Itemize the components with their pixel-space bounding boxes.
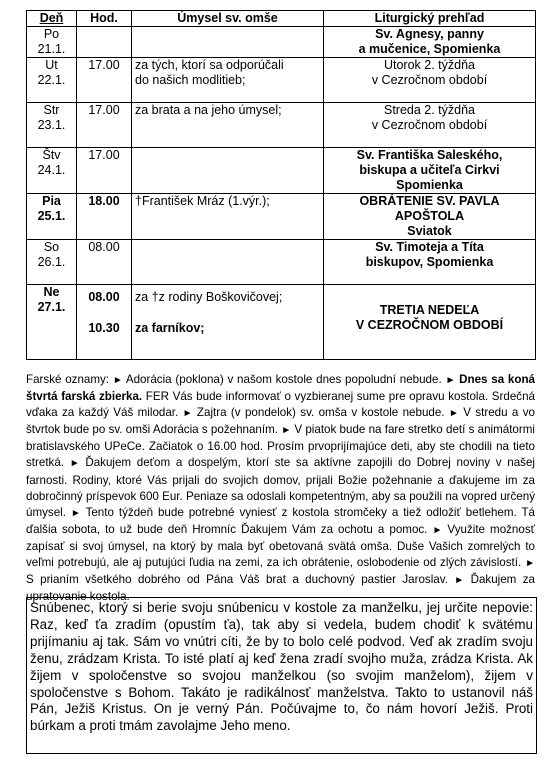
day-cell-line: Pia <box>42 194 61 208</box>
hour-cell <box>77 285 132 360</box>
reflection-text: Snúbenec, ktorý si berie svoju snúbenicu v kostole za manželku, jej určite nepovie: Raz, keď ťa zradím (opustím ťa), tak aby si vedela, budem chodiť k svätému prijímaniu aj tak. Sám vo vnútri cíti, že by to bolo celé podvod. Veď ak zradím svoju ženu, zrádzam Krista. To isté platí aj keď žena zradí svojho muža, zrádza Krista. Ak žijem v spoločenstve so svojou manželkou (so svojim manželom), žijem v spoločenstve s Bohom. Takáto je radikálnosť manželstva. Takto to ustanovil náš Pán, Ježiš Kristus. On je verný Pán. Počúvajme to, čo nám hovorí Ježiš. Proti búrkam a proti tmám zavolajme Jeho meno. <box>30 600 533 734</box>
schedule-row <box>27 148 536 194</box>
day-cell-line: Str <box>43 103 60 117</box>
parish-notices <box>26 372 535 605</box>
notice-adoration: Adorácia (poklona) v našom kostole dnes popoludní nebude. <box>125 373 442 386</box>
arrow-icon: ► <box>112 375 123 386</box>
day-cell <box>27 27 77 58</box>
schedule-row <box>27 58 536 103</box>
intention-cell <box>132 148 324 194</box>
liturgy-cell <box>324 103 536 148</box>
header-day: Deň <box>27 11 77 27</box>
liturgy-cell-line: a mučenice, Spomienka <box>358 42 501 56</box>
arrow-icon: ► <box>69 458 80 470</box>
arrow-icon: ► <box>525 558 535 570</box>
liturgy-cell <box>324 285 536 360</box>
intention-cell-line: do našich modlitieb; <box>135 73 246 87</box>
intention-cell <box>132 58 324 103</box>
liturgy-cell-line: Spomienka <box>396 178 463 192</box>
schedule-body <box>27 27 536 360</box>
day-cell <box>27 194 77 240</box>
liturgy-cell-line: v Cezročnom období <box>371 73 488 87</box>
arrow-icon: ► <box>70 507 81 519</box>
liturgy-cell-line: Utorok 2. týždňa <box>383 58 475 72</box>
schedule-row <box>27 103 536 148</box>
hour-cell-line: 18.00 <box>88 194 120 208</box>
day-cell-line: 27.1. <box>37 300 66 314</box>
liturgy-cell-line: Sv. Františka Saleského, <box>356 148 503 162</box>
hour-cell <box>77 148 132 194</box>
notice-greeting: S prianím všetkého dobrého od Pána Váš brat a duchovný pastier Jaroslav. <box>26 573 448 587</box>
schedule-row <box>27 27 536 58</box>
day-cell-line: Po <box>43 27 60 41</box>
liturgy-cell-line: v Cezročnom období <box>371 118 488 132</box>
liturgy-cell <box>324 58 536 103</box>
header-hour: Hod. <box>77 11 132 27</box>
day-cell-line: 24.1. <box>37 163 66 177</box>
notice-christmas-decor: Tento týždeň bude potrebné vyniesť z kostola stromčeky a tiež odložiť betlehem. Tá ďalšia sobota, to už bude deň Hromníc Ďakujem Vám za ochotu a pomoc. <box>26 505 535 536</box>
hour-cell <box>77 58 132 103</box>
arrow-icon: ► <box>281 425 292 437</box>
header-liturgy: Liturgický prehľad <box>324 11 536 27</box>
arrow-icon: ► <box>454 575 465 587</box>
liturgy-cell-line: TRETIA NEDEĽA <box>379 303 480 317</box>
day-cell-line: 23.1. <box>37 118 66 132</box>
intention-cell <box>132 194 324 240</box>
intention-cell-line: za tých, ktorí sa odporúčali <box>135 58 284 72</box>
liturgy-cell <box>324 240 536 285</box>
hour-cell <box>77 27 132 58</box>
notice-mass-intention: Využite možnosť zapísať si svoj úmysel, na ktorý by mala byť obetovaná svätá omša. Duše Vašich zomrelých to veľmi potrebujú, ale aj putujúci ľudia na zemi, za ich obrátenie, oslobodenie od zlých závislostí. <box>26 522 535 570</box>
liturgy-cell-line: biskupov, Spomienka <box>365 255 494 269</box>
intention-cell-line: †František Mráz (1.výr.); <box>135 194 270 208</box>
day-cell <box>27 103 77 148</box>
day-cell-line: 21.1. <box>37 42 66 56</box>
liturgy-cell-line: Streda 2. týždňa <box>383 103 476 117</box>
hour-cell-line: 10.30 <box>88 321 120 335</box>
hour-cell-line: 08.00 <box>88 240 120 254</box>
intention-cell-line: za †z rodiny Boškovičovej; <box>135 290 283 304</box>
liturgy-cell-line: OBRÁTENIE SV. PAVLA <box>359 194 500 208</box>
hour-cell-line: 08.00 <box>88 290 120 304</box>
notice-collection: FER Vás bude informovať o vyzbieranej sume pre opravu kostola. Srdečná vďaka za každý Váš milodar. <box>26 390 535 420</box>
hour-cell <box>77 240 132 285</box>
liturgy-cell-line: biskupa a učiteľa Cirkvi <box>359 163 500 177</box>
liturgy-cell-line: Sv. Agnesy, panny <box>375 27 484 41</box>
liturgy-cell-line: Sv. Timoteja a Títa <box>375 240 484 254</box>
day-cell <box>27 148 77 194</box>
day-cell-line: 25.1. <box>37 209 66 223</box>
day-cell <box>27 285 77 360</box>
hour-cell-line: 17.00 <box>88 103 120 117</box>
day-cell-line: Štv <box>42 148 61 162</box>
intention-cell <box>132 285 324 360</box>
liturgy-cell-line: Sviatok <box>407 224 452 238</box>
hour-cell-line: 17.00 <box>88 148 120 162</box>
liturgy-cell-line: APOŠTOLA <box>394 209 465 223</box>
schedule-row <box>27 240 536 285</box>
hour-cell-line: 17.00 <box>88 58 120 72</box>
intention-cell <box>132 240 324 285</box>
intention-cell <box>132 27 324 58</box>
schedule-row <box>27 194 536 240</box>
liturgy-cell <box>324 194 536 240</box>
notice-wed-thu: V stredu a vo štvrtok bude po sv. omši Adorácia s požehnaním. <box>26 406 535 437</box>
schedule-header-row <box>27 11 536 27</box>
hour-cell <box>77 194 132 240</box>
day-cell <box>27 58 77 103</box>
arrow-icon: ► <box>182 408 193 420</box>
day-cell <box>27 240 77 285</box>
hour-cell <box>77 103 132 148</box>
day-cell-line: Ut <box>45 58 58 72</box>
liturgy-cell <box>324 27 536 58</box>
intention-cell-line: za farníkov; <box>135 321 205 335</box>
intention-cell <box>132 103 324 148</box>
notice-cleaning: Ďakujem za upratovanie kostola. <box>26 573 535 604</box>
intention-cell-line: za brata a na jeho úmysel; <box>135 103 282 117</box>
day-cell-line: 26.1. <box>37 255 66 269</box>
header-intention: Úmysel sv. omše <box>132 11 324 27</box>
mass-schedule-table <box>26 10 536 360</box>
schedule-row <box>27 285 536 360</box>
liturgy-cell <box>324 148 536 194</box>
notice-collection-bold: Dnes sa koná štvrtá farská zbierka. <box>26 373 535 404</box>
notices-label: Farské oznamy: <box>26 373 110 386</box>
reflection-box <box>26 597 537 754</box>
arrow-icon: ► <box>448 408 459 420</box>
day-cell-line: Ne <box>43 285 60 299</box>
notice-thanks-good-news: Ďakujem deťom a dospelým, ktorí ste sa aktívne zapojili do Dobrej noviny v našej farnosti. Rodiny, ktoré Vás prijali do svojich domov, prijali Božie požehnanie a ďakujeme im za dobročinný príspevok 600 Eur. Peniaze sa odoslali kompetentným, aby sa použili na vopred určený úmysel. <box>26 456 535 519</box>
notice-friday: V piatok bude na fare stretko detí s animátormi bratislavského UPeCe. Začiatok o 16.00 hod. Prosím prvoprijímajúce deti, aby ste chodili na tieto stretká. <box>26 423 535 470</box>
notice-monday: Zajtra (v pondelok) sv. omša v kostole nebude. <box>196 406 445 420</box>
arrow-icon: ► <box>432 524 443 536</box>
day-cell-line: So <box>43 240 60 254</box>
day-cell-line: 22.1. <box>37 73 66 87</box>
arrow-icon: ► <box>445 375 456 386</box>
liturgy-cell-line: V CEZROČNOM OBDOBÍ <box>355 318 504 332</box>
